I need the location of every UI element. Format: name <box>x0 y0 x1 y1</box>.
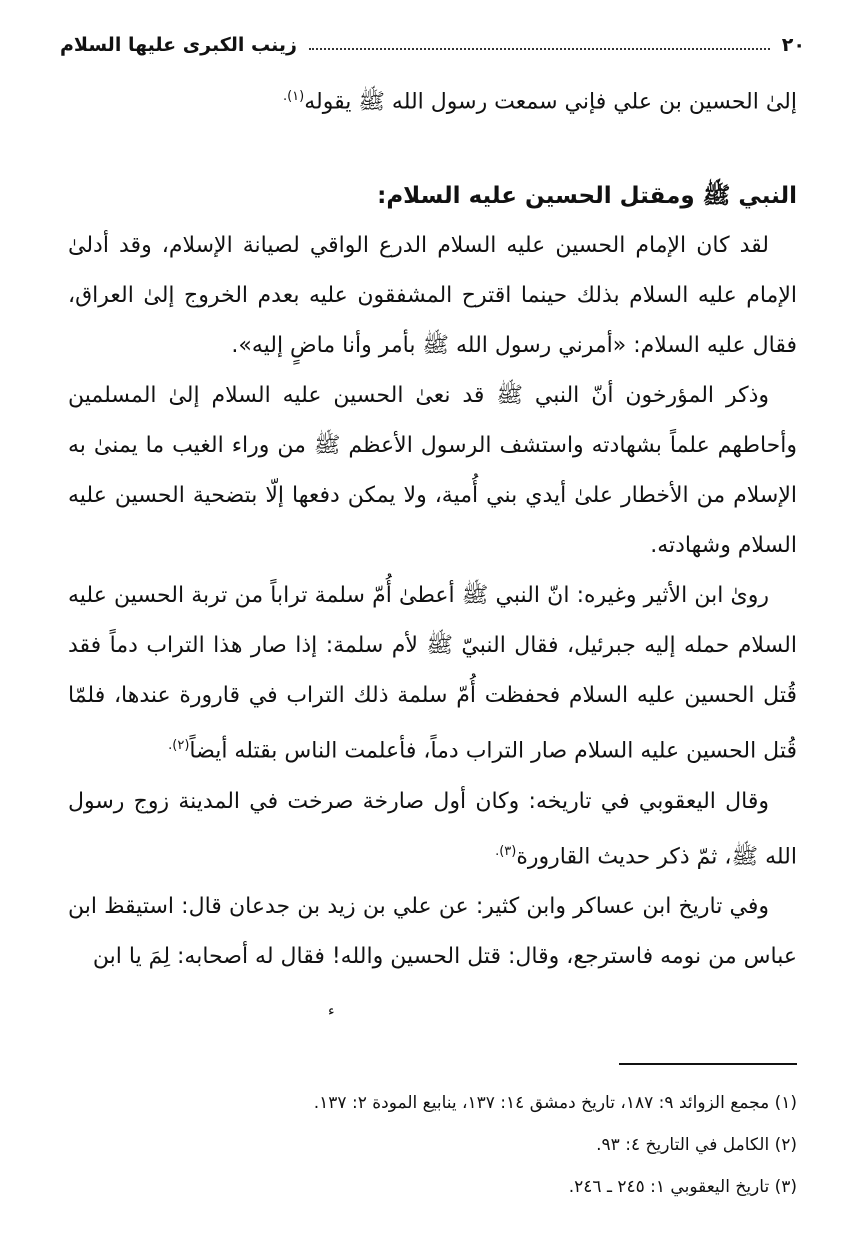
paragraph-4 <box>68 777 797 882</box>
footnote-ref-3: (٣). <box>495 843 517 859</box>
footnote-2: (٢) الكامل في التاريخ ٤: ٩٣. <box>596 1135 797 1155</box>
paragraph-3 <box>68 571 797 776</box>
footnote-ref-1: (١). <box>282 89 305 104</box>
book-title: زينب الكبرى عليها السلام <box>60 34 297 56</box>
paragraph-4-text: وقال اليعقوبي في تاريخه: وكان أول صارخة صرخت في المدينة زوج رسول الله ﷺ، ثمّ ذكر حديث القارورة <box>68 788 797 869</box>
stray-mark: ء <box>328 1003 335 1019</box>
paragraph-2: وذكر المؤرخون أنّ النبي ﷺ قد نعىٰ الحسين عليه السلام إلىٰ المسلمين وأحاطهم علماً بشهادته واستشف الرسول الأعظم ﷺ من وراء الغيب ما يمنىٰ به الإسلام من الأخطار علىٰ أيدي بني أُمية، ولا يمكن دفعها إلّا بتضحية الحسين عليه السلام وشهادته. <box>68 383 797 559</box>
footnote-ref-2: (٢). <box>168 738 190 754</box>
paragraph-1: لقد كان الإمام الحسين عليه السلام الدرع الواقي لصيانة الإسلام، وقد أدلىٰ الإمام عليه السلام بذلك حينما اقترح المشفقون عليه بعدم الخروج إلىٰ العراق، فقال عليه السلام: «أمرني رسول الله ﷺ بأمر وأنا ماضٍ إليه». <box>68 233 797 359</box>
header-dot-leader <box>309 48 770 50</box>
footnotes <box>68 1082 797 1208</box>
footnote-separator <box>619 1063 797 1065</box>
body-text <box>68 72 797 982</box>
intro-line-text: إلىٰ الحسين بن علي فإني سمعت رسول الله ﷺ يقوله <box>304 89 797 115</box>
paragraph-5: وفي تاريخ ابن عساكر وابن كثير: عن علي بن زيد بن جدعان قال: استيقظ ابن عباس من نومه فاسترجع، وقال: قتل الحسين والله! فقال له أصحابه: لِمَ يا ابن <box>68 893 797 969</box>
section-heading: النبي ﷺ ومقتل الحسين عليه السلام: <box>377 183 797 210</box>
paragraph-3-text: روىٰ ابن الأثير وغيره: انّ النبي ﷺ أعطىٰ أُمّ سلمة تراباً من تربة الحسين عليه السلام حمله إليه جبرئيل، فقال النبيّ ﷺ لأم سلمة: إذا صار هذا التراب دماً فقد قُتل الحسين عليه السلام فحفظت أُمّ سلمة ذلك التراب في قارورة عندها، فلمّا قُتل الحسين عليه السلام صار التراب دماً، فأعلمت الناس بقتله أيضاً <box>68 583 797 764</box>
intro-line <box>68 72 797 127</box>
footnote-3: (٣) تاريخ اليعقوبي ١: ٢٤٥ ـ ٢٤٦. <box>568 1177 797 1197</box>
page-number: ٢٠ <box>781 34 805 56</box>
footnote-1: (١) مجمع الزوائد ٩: ١٨٧، تاريخ دمشق ١٤: ١٣٧، ينابيع المودة ٢: ١٣٧. <box>313 1093 797 1113</box>
running-header <box>60 28 805 62</box>
